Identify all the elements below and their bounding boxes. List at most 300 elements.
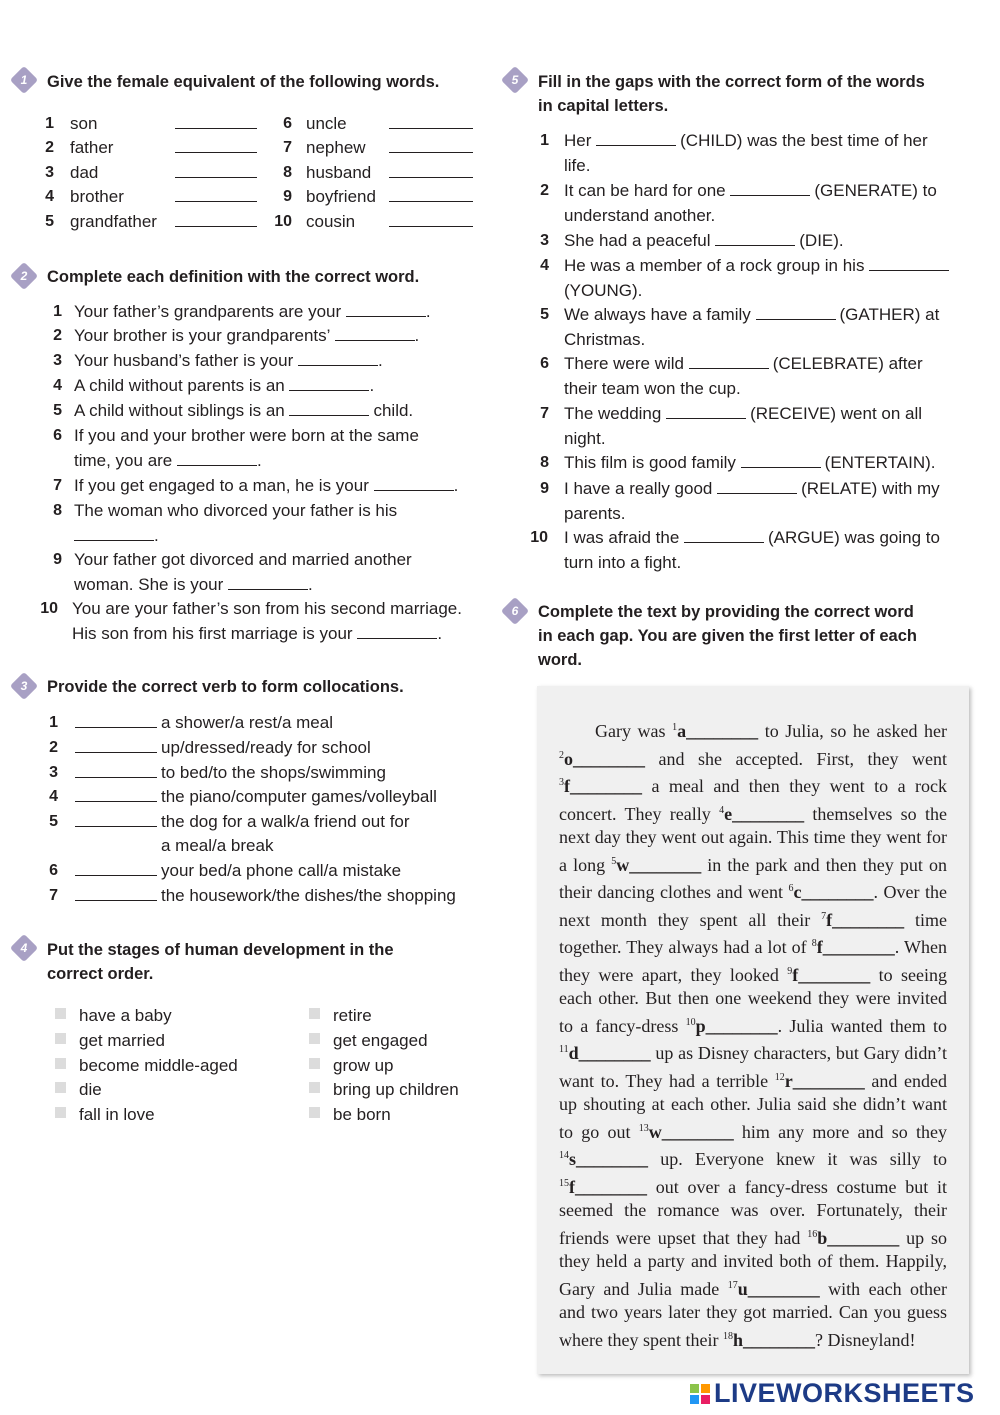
gap-first-letter: c bbox=[793, 882, 802, 902]
checkbox-square[interactable] bbox=[309, 1008, 320, 1019]
section-5-title: Fill in the gaps with the correct form of the words bbox=[538, 73, 925, 91]
text: Your husband’s father is your bbox=[74, 351, 294, 370]
story-gap-blank[interactable]: ________ bbox=[798, 964, 871, 985]
section-6-badge: 6 bbox=[503, 599, 527, 623]
text: . bbox=[308, 575, 313, 594]
text: turn into a fight. bbox=[564, 553, 682, 572]
definition-line bbox=[74, 474, 458, 498]
story-segment: with each other and two years later they got married. Can you guess where they spent their bbox=[559, 1278, 948, 1350]
blank-line bbox=[389, 210, 473, 234]
answer-blank[interactable] bbox=[869, 256, 949, 271]
collocation-line bbox=[75, 884, 456, 908]
text: the dog for a walk/a friend out for bbox=[161, 812, 410, 831]
answer-blank[interactable] bbox=[389, 163, 473, 178]
answer-blank[interactable] bbox=[715, 231, 795, 246]
item-number: 2 bbox=[540, 182, 549, 199]
liveworksheets-logo: LIVEWORKSHEETS bbox=[690, 1378, 975, 1408]
story-segment: a meal and then they went to a rock concert. They really bbox=[559, 776, 947, 824]
text: (CHILD) was the best time of her bbox=[680, 131, 928, 150]
story-segment: up so they held a party and invited both of them. Happily, Gary and Julia made bbox=[559, 1227, 948, 1299]
checkbox-square[interactable] bbox=[55, 1107, 66, 1118]
gap-first-letter: r bbox=[784, 1070, 793, 1091]
blank-line bbox=[175, 161, 257, 185]
collocation-line bbox=[75, 785, 437, 809]
item-number: 7 bbox=[540, 405, 549, 422]
text: A child without parents is an bbox=[74, 376, 285, 395]
text: a meal/a break bbox=[161, 836, 274, 855]
word: uncle bbox=[306, 114, 347, 133]
blank-line bbox=[389, 161, 473, 185]
word-item bbox=[306, 185, 376, 209]
definition-line bbox=[74, 548, 412, 572]
text: . bbox=[378, 351, 383, 370]
blank-line bbox=[389, 112, 473, 136]
item-number: 9 bbox=[53, 551, 62, 568]
answer-blank[interactable] bbox=[689, 354, 769, 369]
text: (RELATE) with my bbox=[801, 479, 940, 498]
definition-line bbox=[74, 573, 313, 597]
story-gap-blank[interactable]: ________ bbox=[801, 882, 874, 902]
section-6-title: Complete the text by providing the correct word bbox=[538, 603, 914, 621]
text: The woman who divorced your father is his bbox=[74, 501, 398, 520]
item-number: 7 bbox=[49, 887, 58, 904]
answer-blank[interactable] bbox=[75, 787, 157, 802]
answer-blank[interactable] bbox=[596, 131, 676, 146]
item-number: 1 bbox=[540, 132, 549, 149]
story-gap-blank[interactable]: ________ bbox=[686, 721, 759, 741]
answer-blank[interactable] bbox=[175, 212, 257, 227]
answer-blank[interactable] bbox=[75, 738, 157, 753]
definition-line bbox=[72, 597, 462, 621]
text: parents. bbox=[564, 504, 626, 523]
gap-number: 2 bbox=[559, 749, 564, 761]
answer-blank[interactable] bbox=[75, 812, 157, 827]
text: die bbox=[79, 1080, 102, 1099]
section-2-title: Complete each definition with the correct word. bbox=[47, 268, 420, 286]
story-text bbox=[559, 716, 947, 1352]
word-item bbox=[306, 161, 371, 185]
answer-blank[interactable] bbox=[374, 476, 454, 491]
item-number: 3 bbox=[53, 352, 62, 369]
section-4-title: Put the stages of human development in the bbox=[47, 941, 394, 959]
gap-number: 4 bbox=[719, 804, 725, 816]
text: the housework/the dishes/the shopping bbox=[161, 886, 456, 905]
text: (ENTERTAIN). bbox=[824, 453, 936, 472]
item-number: 10 bbox=[40, 600, 58, 617]
text: I was afraid the bbox=[564, 528, 680, 547]
story-segment: . Julia wanted them to bbox=[777, 1015, 948, 1036]
definition-line bbox=[74, 349, 383, 373]
answer-blank[interactable] bbox=[666, 404, 746, 419]
story-gap-blank[interactable]: ________ bbox=[832, 909, 905, 930]
gap-number: 15 bbox=[559, 1177, 569, 1189]
answer-blank[interactable] bbox=[357, 624, 437, 639]
definition-line bbox=[74, 449, 262, 473]
answer-blank[interactable] bbox=[730, 181, 810, 196]
gap-line bbox=[564, 352, 923, 376]
gap-line bbox=[564, 451, 936, 475]
blank-line bbox=[389, 136, 473, 160]
text: If you get engaged to a man, he is your bbox=[74, 476, 369, 495]
gap-line bbox=[564, 129, 928, 153]
word: husband bbox=[306, 163, 372, 182]
text: This film is good family bbox=[564, 453, 736, 472]
gap-number: 7 bbox=[821, 910, 827, 922]
answer-blank[interactable] bbox=[75, 763, 157, 778]
gap-number: 11 bbox=[559, 1044, 569, 1055]
story-segment: him any more and so they bbox=[733, 1121, 947, 1142]
stage-item bbox=[79, 1054, 238, 1078]
blank-line bbox=[175, 112, 257, 136]
definition-line bbox=[74, 324, 419, 348]
gap-line bbox=[564, 204, 715, 228]
gap-line bbox=[564, 427, 606, 451]
story-gap-blank[interactable]: ________ bbox=[742, 1329, 815, 1350]
answer-blank[interactable] bbox=[175, 138, 257, 153]
gap-line bbox=[564, 303, 939, 327]
gap-first-letter: u bbox=[737, 1278, 748, 1299]
gap-number: 12 bbox=[774, 1071, 785, 1083]
definition-line bbox=[74, 300, 431, 324]
gap-first-letter: e bbox=[724, 803, 733, 824]
collocation-line bbox=[75, 736, 371, 760]
item-number: 5 bbox=[53, 402, 62, 419]
text: time, you are bbox=[74, 451, 173, 470]
answer-blank[interactable] bbox=[389, 138, 473, 153]
story-gap-blank[interactable]: ________ bbox=[578, 1043, 651, 1063]
item-number: 6 bbox=[53, 427, 62, 444]
gap-first-letter: f bbox=[826, 909, 833, 930]
gap-first-letter: f bbox=[792, 964, 799, 985]
gap-line bbox=[564, 254, 949, 278]
gap-number: 5 bbox=[611, 855, 617, 867]
text: A child without siblings is an bbox=[74, 401, 285, 420]
word-item bbox=[70, 185, 124, 209]
item-number: 5 bbox=[49, 813, 58, 830]
checkbox-square[interactable] bbox=[309, 1082, 320, 1093]
story-segment: in the park and then they put on their dancing clothes and went bbox=[559, 854, 947, 902]
story-gap-blank[interactable]: ________ bbox=[792, 1070, 865, 1091]
gap-first-letter: h bbox=[732, 1329, 743, 1350]
definition-line bbox=[74, 524, 159, 548]
gap-line bbox=[564, 154, 590, 178]
answer-blank[interactable] bbox=[346, 302, 426, 317]
gap-line bbox=[564, 551, 681, 575]
item-number: 9 bbox=[283, 188, 292, 205]
section-2-badge: 2 bbox=[12, 264, 36, 288]
text: He was a member of a rock group in his bbox=[564, 256, 865, 275]
answer-blank[interactable] bbox=[175, 187, 257, 202]
item-number: 4 bbox=[45, 188, 54, 205]
checkbox-square[interactable] bbox=[309, 1058, 320, 1069]
item-number: 6 bbox=[540, 355, 549, 372]
checkbox-square[interactable] bbox=[55, 1058, 66, 1069]
item-number: 8 bbox=[53, 502, 62, 519]
checkbox-square[interactable] bbox=[309, 1107, 320, 1118]
section-1-title: Give the female equivalent of the following words. bbox=[47, 73, 440, 91]
story-segment: themselves so the next day they went out again. This time they went for a long bbox=[559, 803, 947, 875]
text: It can be hard for one bbox=[564, 181, 726, 200]
text: child. bbox=[373, 401, 414, 420]
section-4-title-line2: correct order. bbox=[47, 965, 154, 983]
answer-blank[interactable] bbox=[289, 401, 369, 416]
gap-first-letter: s bbox=[569, 1149, 577, 1169]
word: grandfather bbox=[70, 212, 157, 231]
story-gap-blank[interactable]: ________ bbox=[732, 803, 805, 824]
collocation-line bbox=[75, 711, 333, 735]
stage-item bbox=[333, 1103, 391, 1127]
item-number: 4 bbox=[540, 257, 549, 274]
gap-number: 17 bbox=[727, 1279, 738, 1291]
answer-blank[interactable] bbox=[228, 575, 308, 590]
word-item bbox=[306, 112, 347, 136]
section-3-title: Provide the correct verb to form collocations. bbox=[47, 678, 404, 696]
word: brother bbox=[70, 187, 124, 206]
answer-blank[interactable] bbox=[756, 305, 836, 320]
answer-blank[interactable] bbox=[684, 528, 764, 543]
text: Christmas. bbox=[564, 330, 646, 349]
collocation-line bbox=[75, 761, 386, 785]
text: Her bbox=[564, 131, 592, 150]
word: son bbox=[70, 114, 98, 133]
item-number: 9 bbox=[540, 480, 549, 497]
section-5-badge: 5 bbox=[503, 68, 527, 92]
text: I have a really good bbox=[564, 479, 713, 498]
text: His son from his first marriage is your bbox=[72, 624, 353, 643]
story-segment: up. Everyone knew it was silly to bbox=[648, 1149, 947, 1169]
item-number: 4 bbox=[49, 788, 58, 805]
story-segment: and ended up shouting at each other. Julia said she didn’t want to go out bbox=[559, 1070, 947, 1142]
gap-number: 8 bbox=[811, 938, 817, 949]
answer-blank[interactable] bbox=[389, 114, 473, 129]
text: The wedding bbox=[564, 404, 662, 423]
item-number: 4 bbox=[53, 377, 62, 394]
section-6-title-line2: in each gap. You are given the first letter of each bbox=[538, 627, 917, 645]
story-gap-blank[interactable]: ________ bbox=[573, 748, 645, 769]
gap-number: 6 bbox=[788, 883, 794, 894]
text: become middle-aged bbox=[79, 1056, 238, 1075]
blank-line bbox=[175, 136, 257, 160]
text: (CELEBRATE) after bbox=[772, 354, 923, 373]
gap-line bbox=[564, 179, 937, 203]
text: night. bbox=[564, 429, 606, 448]
text: She had a peaceful bbox=[564, 231, 711, 250]
text: up/dressed/ready for school bbox=[161, 738, 371, 757]
gap-first-letter: w bbox=[616, 854, 630, 875]
story-segment: up as Disney characters, but Gary didn’t want to. They had a terrible bbox=[559, 1043, 947, 1091]
gap-first-letter: b bbox=[817, 1227, 828, 1248]
blank-line bbox=[389, 185, 473, 209]
text: You are your father’s son from his second marriage. bbox=[72, 599, 462, 618]
item-number: 5 bbox=[45, 213, 54, 230]
story-segment: ? Disneyland! bbox=[814, 1329, 916, 1350]
checkbox-square[interactable] bbox=[55, 1033, 66, 1044]
stage-item bbox=[79, 1078, 102, 1102]
section-3-badge: 3 bbox=[12, 674, 36, 698]
gap-number: 14 bbox=[559, 1150, 569, 1161]
story-gap-blank[interactable]: ________ bbox=[822, 937, 895, 957]
text: Your brother is your grandparents’ bbox=[74, 326, 330, 345]
answer-blank[interactable] bbox=[335, 326, 415, 341]
gap-number: 1 bbox=[672, 722, 678, 733]
word-item bbox=[306, 136, 366, 160]
gap-number: 9 bbox=[787, 965, 793, 977]
text: . bbox=[154, 526, 159, 545]
word: father bbox=[70, 138, 114, 157]
answer-blank[interactable] bbox=[75, 713, 157, 728]
text: the piano/computer games/volleyball bbox=[161, 787, 437, 806]
gap-first-letter: p bbox=[695, 1015, 706, 1036]
text: . bbox=[425, 302, 431, 321]
item-number: 5 bbox=[540, 306, 549, 323]
text: understand another. bbox=[564, 206, 716, 225]
answer-blank[interactable] bbox=[289, 376, 369, 391]
text: get engaged bbox=[333, 1031, 428, 1050]
answer-blank[interactable] bbox=[75, 861, 157, 876]
text: (RECEIVE) went on all bbox=[750, 404, 923, 423]
stage-item bbox=[333, 1054, 393, 1078]
gap-number: 13 bbox=[638, 1122, 649, 1134]
story-segment: to seeing each other. But then one weekend they were invited to a fancy-dress bbox=[559, 964, 947, 1036]
item-number: 7 bbox=[283, 139, 292, 156]
story-segment: time together. They always had a lot of bbox=[559, 909, 947, 957]
word-item bbox=[306, 210, 355, 234]
text: . bbox=[369, 376, 375, 395]
text: life. bbox=[564, 156, 591, 175]
word: cousin bbox=[306, 212, 356, 231]
story-gap-blank[interactable]: ________ bbox=[747, 1278, 820, 1299]
story-gap-blank[interactable]: ________ bbox=[705, 1015, 778, 1036]
gap-first-letter: d bbox=[568, 1043, 579, 1063]
answer-blank[interactable] bbox=[74, 526, 154, 541]
answer-blank[interactable] bbox=[175, 163, 257, 178]
answer-blank[interactable] bbox=[389, 187, 473, 202]
definition-line bbox=[74, 499, 397, 523]
section-5-title-line2: in capital letters. bbox=[538, 97, 669, 115]
text: your bed/a phone call/a mistake bbox=[161, 861, 402, 880]
gap-line bbox=[564, 526, 940, 550]
gap-number: 16 bbox=[807, 1228, 818, 1240]
blank-line bbox=[175, 185, 257, 209]
gap-line bbox=[564, 279, 642, 303]
gap-first-letter: f bbox=[816, 937, 823, 957]
answer-blank[interactable] bbox=[75, 886, 157, 901]
stage-item bbox=[333, 1004, 372, 1028]
text: get married bbox=[79, 1031, 165, 1050]
text: Your father got divorced and married another bbox=[74, 550, 412, 569]
item-number: 10 bbox=[274, 213, 292, 230]
item-number: 1 bbox=[53, 303, 62, 320]
text: (DIE). bbox=[799, 231, 844, 250]
text: grow up bbox=[333, 1056, 394, 1075]
answer-blank[interactable] bbox=[298, 351, 378, 366]
story-gap-blank[interactable]: ________ bbox=[629, 854, 702, 875]
item-number: 1 bbox=[45, 115, 54, 132]
story-segment: out over a fancy-dress costume but it seemed the romance was over. Fortunately, their friends were upset that they had bbox=[559, 1176, 947, 1248]
text: woman. She is your bbox=[74, 575, 224, 594]
word-item bbox=[70, 161, 98, 185]
text: If you and your brother were born at the same bbox=[74, 426, 419, 445]
text: bring up children bbox=[333, 1080, 459, 1099]
gap-line bbox=[564, 402, 922, 426]
stage-item bbox=[79, 1004, 172, 1028]
definition-line bbox=[74, 424, 419, 448]
text: There were wild bbox=[564, 354, 684, 373]
item-number: 10 bbox=[530, 529, 548, 546]
word: boyfriend bbox=[306, 187, 376, 206]
definition-line bbox=[74, 399, 413, 423]
gap-line bbox=[564, 377, 741, 401]
item-number: 7 bbox=[53, 477, 62, 494]
stage-item bbox=[333, 1078, 459, 1102]
collocation-line bbox=[75, 810, 410, 834]
word: nephew bbox=[306, 138, 366, 157]
gap-first-letter: w bbox=[648, 1121, 662, 1142]
story-gap-blank[interactable]: ________ bbox=[827, 1227, 900, 1248]
answer-blank[interactable] bbox=[741, 453, 821, 468]
item-number: 2 bbox=[45, 139, 54, 156]
gap-first-letter: a bbox=[677, 721, 687, 741]
item-number: 3 bbox=[540, 232, 549, 249]
checkbox-square[interactable] bbox=[55, 1082, 66, 1093]
answer-blank[interactable] bbox=[175, 114, 257, 129]
story-segment: to Julia, so he asked her bbox=[758, 721, 947, 741]
liveworksheets-mark-icon bbox=[690, 1384, 710, 1404]
text: (ARGUE) was going to bbox=[768, 528, 940, 547]
text: have a baby bbox=[79, 1006, 172, 1025]
text: retire bbox=[333, 1006, 372, 1025]
word-item bbox=[70, 112, 97, 136]
word-item bbox=[70, 136, 113, 160]
section-6-title-line3: word. bbox=[538, 651, 582, 669]
definition-line bbox=[72, 622, 442, 646]
answer-blank[interactable] bbox=[177, 451, 257, 466]
item-number: 2 bbox=[53, 327, 62, 344]
stage-item bbox=[79, 1103, 155, 1127]
checkbox-square[interactable] bbox=[55, 1008, 66, 1019]
stage-item bbox=[79, 1029, 165, 1053]
gap-number: 18 bbox=[722, 1330, 733, 1342]
checkbox-square[interactable] bbox=[309, 1033, 320, 1044]
text: fall in love bbox=[79, 1105, 155, 1124]
text: (YOUNG). bbox=[564, 281, 643, 300]
story-gap-blank[interactable]: ________ bbox=[575, 1176, 647, 1197]
text: a shower/a rest/a meal bbox=[161, 713, 333, 732]
text: their team won the cup. bbox=[564, 379, 741, 398]
answer-blank[interactable] bbox=[389, 212, 473, 227]
text: . bbox=[437, 624, 443, 643]
text: . bbox=[257, 451, 262, 470]
blank-line bbox=[175, 210, 257, 234]
item-number: 6 bbox=[49, 862, 58, 879]
section-4-badge: 4 bbox=[12, 936, 36, 960]
text: to bed/to the shops/swimming bbox=[161, 763, 386, 782]
gap-line bbox=[564, 229, 844, 253]
answer-blank[interactable] bbox=[717, 479, 797, 494]
gap-first-letter: f bbox=[569, 1176, 575, 1197]
story-gap-blank[interactable]: ________ bbox=[570, 776, 642, 796]
item-number: 8 bbox=[540, 454, 549, 471]
section-1-badge: 1 bbox=[12, 68, 36, 92]
collocation-line bbox=[75, 859, 401, 883]
gap-number: 3 bbox=[559, 777, 564, 788]
story-gap-blank[interactable]: ________ bbox=[576, 1149, 649, 1169]
gap-line bbox=[564, 502, 625, 526]
story-gap-blank[interactable]: ________ bbox=[661, 1121, 734, 1142]
definition-line bbox=[74, 374, 374, 398]
item-number: 2 bbox=[49, 739, 58, 756]
gap-line bbox=[564, 477, 940, 501]
